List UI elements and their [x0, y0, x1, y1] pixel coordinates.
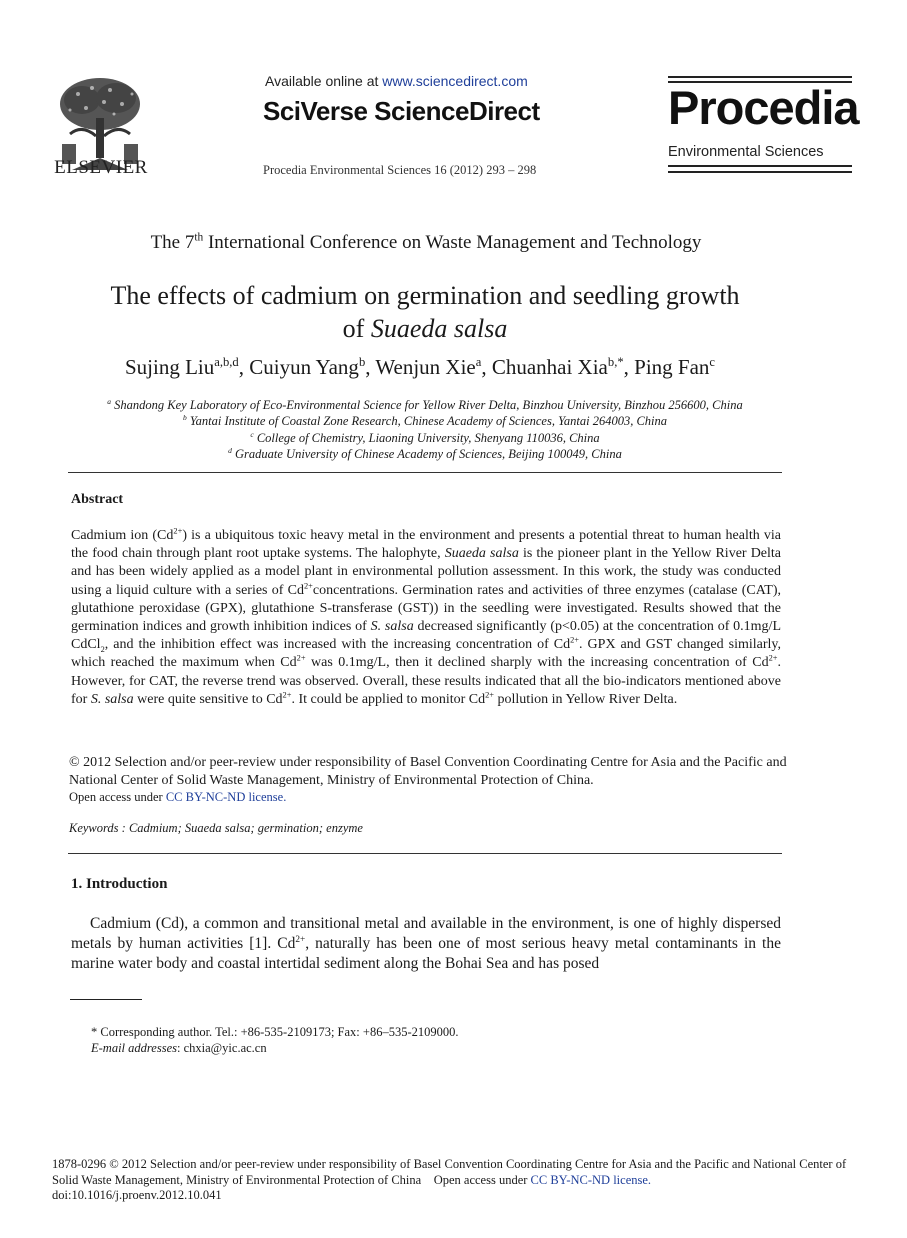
sciverse-sciencedirect-logo: SciVerse ScienceDirect [263, 96, 540, 126]
copyright-statement: © 2012 Selection and/or peer-review under responsibility of Basel Convention Coordinating Centre for Asia and the Pacific and National Center of Solid Waste Management, Ministry of Environmental Protection of China. [69, 755, 787, 788]
paper-title-line2 [0, 314, 850, 344]
divider-top [68, 472, 782, 473]
open-access-note: Open access under CC BY-NC-ND license. [69, 790, 287, 804]
introduction-paragraph: Cadmium (Cd), a common and transitional metal and available in the environment, is one of highly dispersed metals by human activities [1]. $Cd^{2+}$, naturally has been one of most serious heavy metal contaminants in the marine water body and coastal intertidal sediment along the Bohai Sea and has posed [71, 915, 781, 972]
conference-post: International Conference on Waste Management and Technology [203, 232, 702, 253]
title-line2-prefix: of [342, 314, 371, 343]
conference-name [0, 232, 852, 254]
procedia-bottom-rule-2 [668, 171, 852, 173]
abstract-body: Cadmium ion $(Cd^{2+})$ is a ubiquitous toxic heavy metal in the environment and presents a potential threat to human health via the food chain through plant root uptake systems. The halophyte, Suaeda salsa is the pioneer plant in the Yellow River Delta and has been widely applied as a model plant in environmental pollution assessment. In this work, the study was conducted using a liquid culture with a series of $Cd^{2+}concentrations$. Germination rates and activities of three enzymes (catalase (CAT), glutathione peroxidase (GPX), glutathione S-transferase (GST)) in the seedling were investigated. Results showed that the germination indices and growth inhibition indices of S. salsa decreased significantly (p<0.05) at the concentration of 0.1mg/L CdCl$_2$, and the inhibition effect was increased with the increasing concentration of $Cd^{2+}$. GPX and GST changed similarly, which reached the maximum when $Cd^{2+}$ was 0.1mg/L, then it declined sharply with the increasing concentration of $Cd^{2+}$. However, for CAT, the reverse trend was observed. Overall, these results indicated that all the bio-indicators mentioned above for S. salsa were quite sensitive to $Cd^{2+}$. It could be applied to monitor $Cd^{2+}$ pollution in Yellow River Delta. [71, 526, 782, 707]
conference-pre: The 7 [150, 232, 195, 253]
affiliation-c: $^c$ College of Chemistry, Liaoning University, Shenyang 110036, China [250, 429, 600, 445]
abstract-heading: Abstract [71, 492, 124, 507]
author: Ping Fan$^c$ [634, 355, 715, 379]
procedia-wordmark: Procedia [668, 81, 859, 134]
available-prefix: Available online at [265, 73, 383, 89]
corresponding-author-note: * Corresponding author. Tel.: +86-535-2109173; Fax: +86–535-2109000. [91, 1025, 459, 1039]
procedia-logo [668, 76, 859, 176]
author: Cuiyun Yang$^b$, [249, 355, 376, 379]
affiliation-d: $^d$ Graduate University of Chinese Academy of Sciences, Beijing 100049, China [228, 445, 622, 461]
affiliation-a: $^a$ Shandong Key Laboratory of Eco-Environmental Science for Yellow River Delta, Binzhou University, Binzhou 256600, China [107, 396, 743, 412]
sciencedirect-link[interactable]: www.sciencedirect.com [382, 73, 528, 89]
author: Sujing Liu$^{a,b,d}$, [124, 355, 250, 379]
doi[interactable]: doi:10.1016/j.proenv.2012.10.041 [52, 1188, 222, 1202]
keywords: Keywords : Cadmium; Suaeda salsa; germination; enzyme [69, 821, 363, 835]
conference-sup: th [194, 231, 204, 244]
divider-bottom [68, 853, 782, 854]
footer-license-link[interactable]: CC BY-NC-ND license. [530, 1173, 652, 1187]
license-link[interactable]: CC BY-NC-ND license. [165, 790, 287, 804]
footnote-rule [70, 999, 142, 1000]
journal-citation: Procedia Environmental Sciences 16 (2012) 293 – 298 [263, 163, 537, 177]
title-species: Suaeda salsa [370, 314, 508, 343]
procedia-bottom-rule [668, 165, 852, 167]
procedia-top-rule [668, 76, 852, 78]
procedia-subtitle: Environmental Sciences [668, 144, 824, 160]
available-online [265, 73, 528, 89]
author: Chuanhai Xia$^{b,*}$, [491, 355, 635, 379]
page-footer: 1878-0296 © 2012 Selection and/or peer-review under responsibility of Basel Convention Coordinating Centre for Asia and the Pacific and National Center of Solid Waste Management, Ministry of Environmental Protection of China Open access under CC BY-NC-ND license. [52, 1157, 847, 1187]
paper-title-line1: The effects of cadmium on germination and seedling growth [110, 281, 740, 310]
author: Wenjun Xie$^a$, [375, 355, 492, 379]
affiliation-b: $^b$ Yantai Institute of Coastal Zone Research, Chinese Academy of Sciences, Yantai 264003, China [182, 412, 668, 428]
email-note: E-mail addresses: chxia@yic.ac.cn [91, 1041, 267, 1055]
section-heading-introduction: 1. Introduction [71, 876, 168, 892]
elsevier-wordmark: ELSEVIER [54, 157, 148, 178]
author-list [0, 355, 840, 380]
